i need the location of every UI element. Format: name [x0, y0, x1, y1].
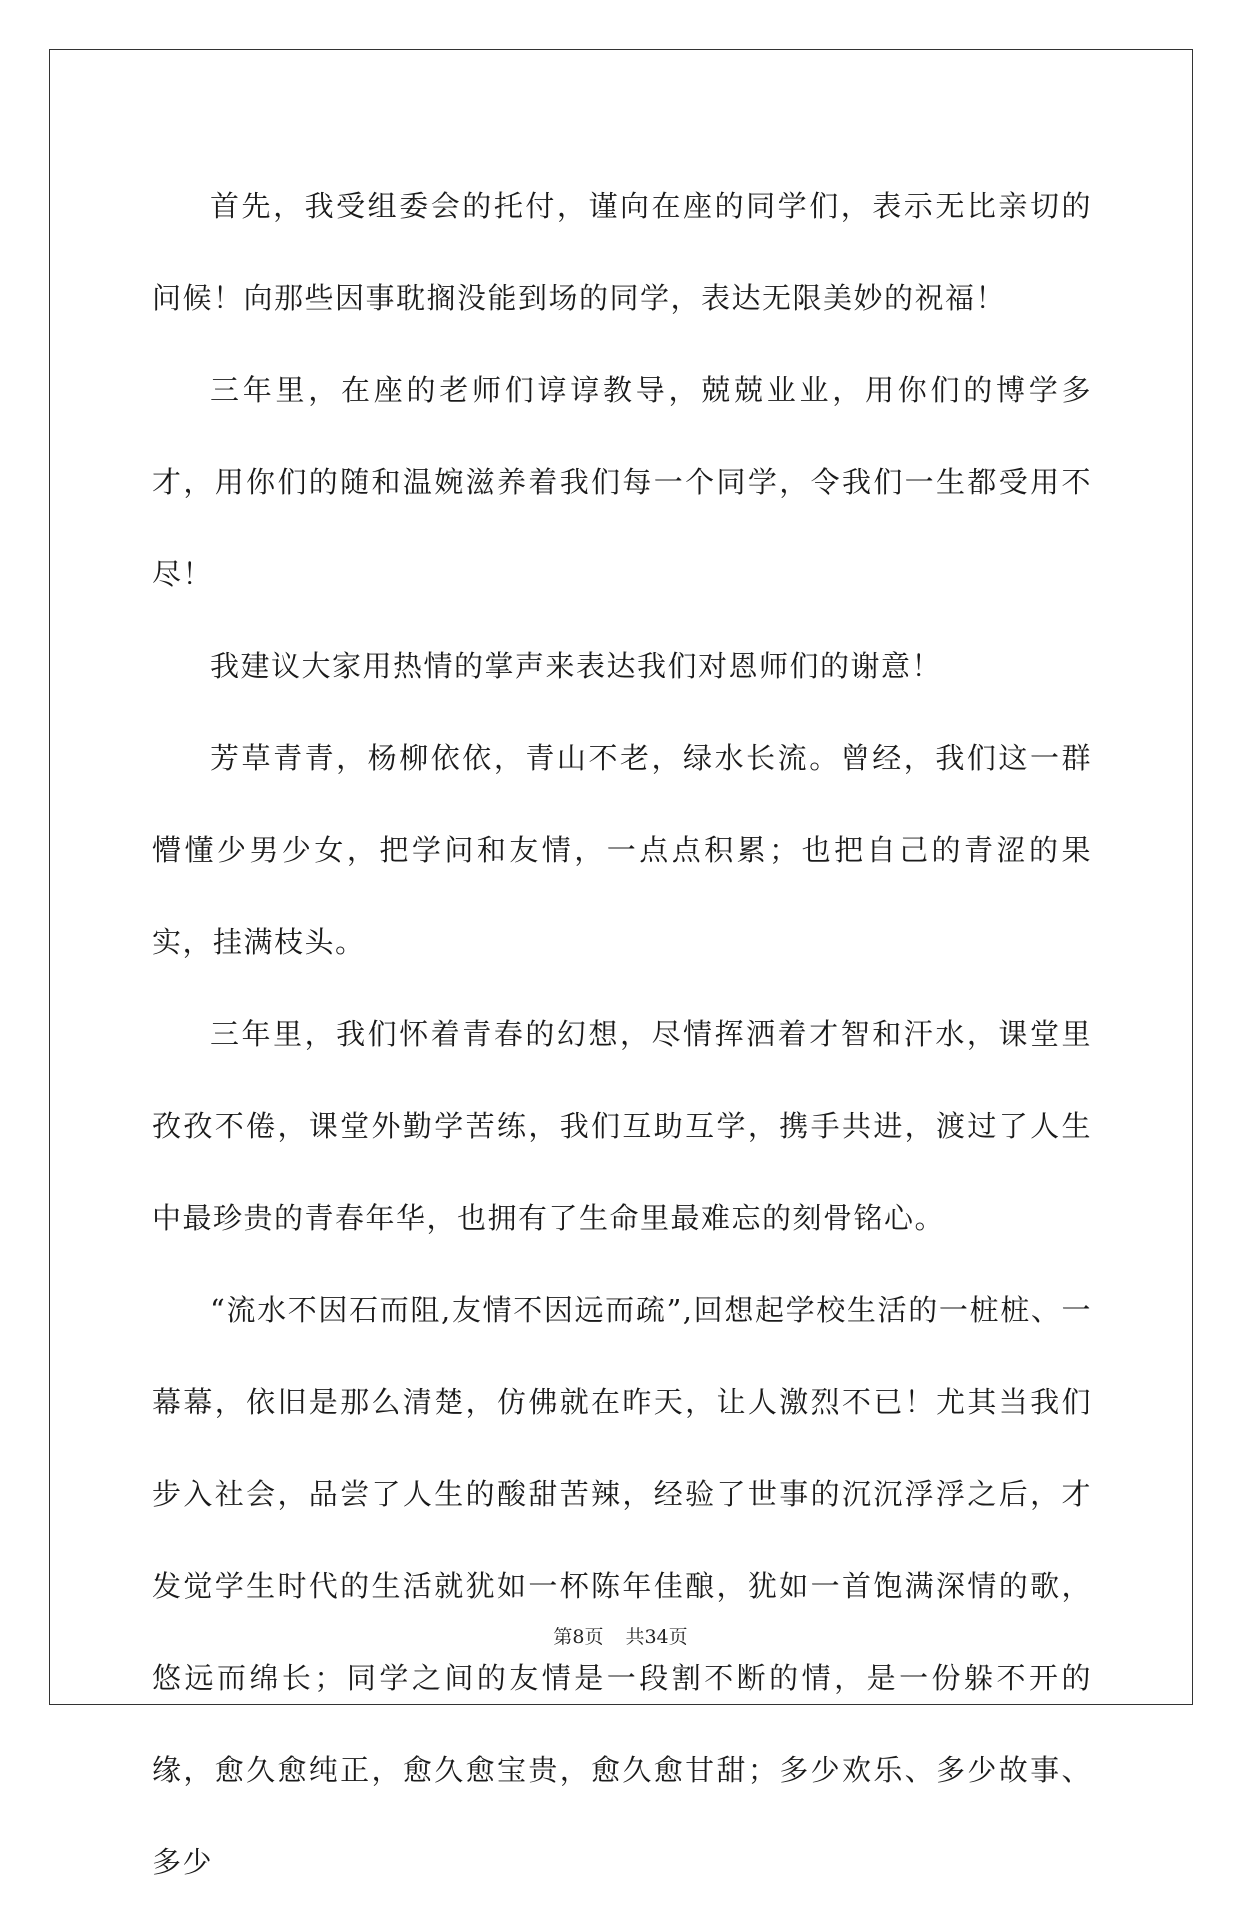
page-number: 第8页	[553, 1626, 604, 1648]
paragraph: 我建议大家用热情的掌声来表达我们对恩师们的谢意！	[210, 649, 943, 683]
paragraph: 首先，我受组委会的托付，谨向在座的同学们，表示无比亲切的问候！向那些因事耽搁没能到场的同学，表达无限美妙的祝福！	[152, 189, 1092, 315]
paragraph: “流水不因石而阻,友情不因远而疏”,回想起学校生活的一桩桩、一幕幕，依旧是那么清楚，仿佛就在昨天，让人激烈不已！尤其当我们步入社会，品尝了人生的酸甜苦辣，经验了世事的沉沉浮浮之后，才发觉学生时代的生活就犹如一杯陈年佳酿，犹如一首饱满深情的歌，悠远而绵长；同学之间的友情是一段割不断的情，是一份躲不开的缘，愈久愈纯正，愈久愈宝贵，愈久愈甘甜；多少欢乐、多少故事、多少	[152, 1293, 1092, 1879]
paragraph: 三年里，在座的老师们谆谆教导，兢兢业业，用你们的博学多才，用你们的随和温婉滋养着我们每一个同学，令我们一生都受用不尽！	[152, 373, 1092, 591]
total-pages: 共34页	[625, 1626, 688, 1648]
paragraph: 芳草青青，杨柳依依，青山不老，绿水长流。曾经，我们这一群懵懂少男少女，把学问和友情，一点点积累；也把自己的青涩的果实，挂满枝头。	[152, 741, 1092, 959]
page-footer	[0, 1622, 1241, 1649]
paragraph: 三年里，我们怀着青春的幻想，尽情挥洒着才智和汗水，课堂里孜孜不倦，课堂外勤学苦练，我们互助互学，携手共进，渡过了人生中最珍贵的青春年华，也拥有了生命里最难忘的刻骨铭心。	[152, 1017, 1092, 1235]
